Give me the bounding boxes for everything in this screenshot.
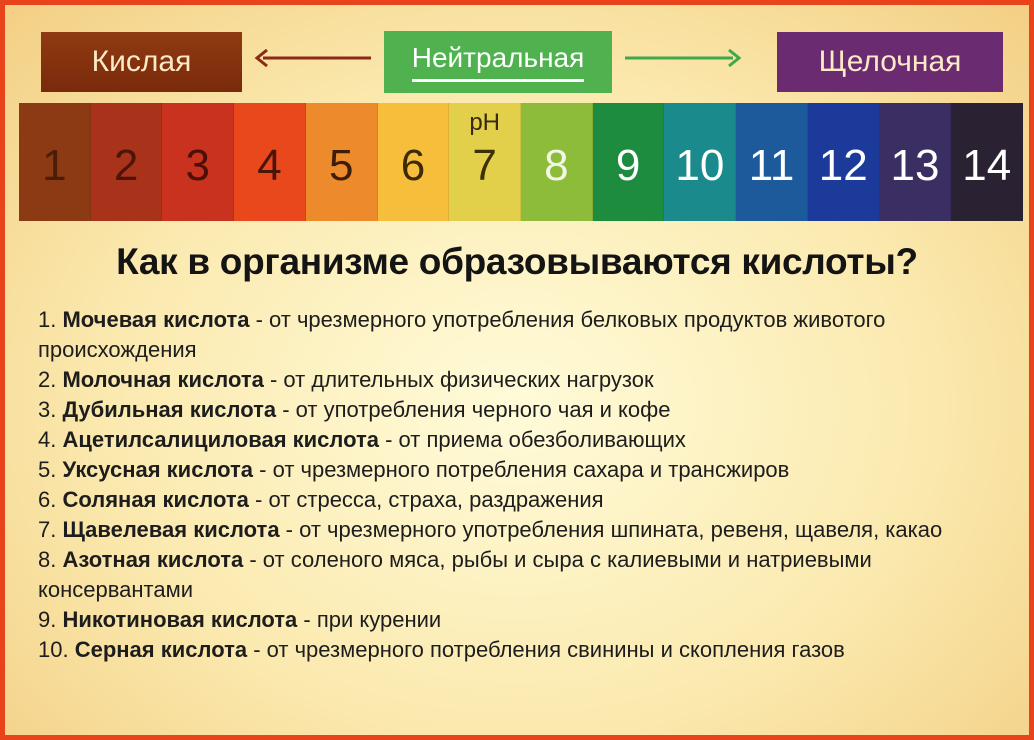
item-number: 10. [38,637,75,662]
ph-value: 14 [962,141,1012,190]
ph-cell-11 [736,103,808,221]
ph-cell-13 [880,103,952,221]
list-item [38,485,1013,515]
list-item [38,545,1013,605]
acid-source: - от стресса, страха, раздражения [248,487,604,512]
acid-source: - от длительных физических нагрузок [263,367,654,392]
acid-name: Азотная кислота [62,547,244,572]
acid-name: Соляная кислота [62,487,249,512]
acid-source: - от чрезмерного употребления белковых продуктов животого происхождения [38,307,886,362]
acid-name: Щавелевая кислота [62,517,280,542]
ph-value: 12 [818,141,868,190]
acid-source: - от чрезмерного потребления сахара и трансжиров [253,457,790,482]
list-item [38,365,1013,395]
item-number: 2. [38,367,63,392]
ph-value: 9 [615,141,641,190]
neutral-label-text: Нейтральная [412,43,585,82]
ph-cell-12 [808,103,880,221]
acid-name: Серная кислота [74,637,248,662]
ph-value: 11 [748,141,795,190]
item-number: 4. [38,427,63,452]
ph-cell-3 [162,103,234,221]
ph-value: 10 [675,141,725,190]
ph-value: 4 [257,141,282,190]
item-number: 7. [38,517,63,542]
acid-name: Молочная кислота [62,367,264,392]
item-number: 8. [38,547,63,572]
acid-name: Мочевая кислота [62,307,250,332]
ph-value: 5 [328,141,354,190]
list-item [38,515,1013,545]
page-title: Как в организме образовываются кислоты? [116,241,918,282]
acid-name: Дубильная кислота [62,397,277,422]
acid-source: - от употребления черного чая и кофе [276,397,671,422]
acid-source: - от приема обезболивающих [379,427,686,452]
list-item [38,305,1013,365]
list-item [38,455,1013,485]
ph-cell-9 [593,103,665,221]
ph-value: 3 [185,141,211,190]
ph-value: 6 [400,141,426,190]
acidic-label: Кислая [41,32,242,92]
ph-scale [19,103,1023,221]
ph-cell-2 [91,103,163,221]
arrow-left-icon [253,49,373,67]
item-number: 6. [38,487,63,512]
acid-source: - от чрезмерного употребления шпината, ревеня, щавеля, какао [279,517,943,542]
acid-source: - от соленого мяса, рыбы и сыра с калиевыми и натриевыми консервантами [38,547,872,602]
ph-cell-1 [19,103,91,221]
item-number: 3. [38,397,63,422]
ph-value: 1 [42,141,67,190]
ph-value: 13 [890,141,940,190]
arrow-right-icon [623,49,743,67]
ph-cell-4 [234,103,306,221]
ph-cell-14 [951,103,1023,221]
list-item [38,425,1013,455]
acid-name: Уксусная кислота [62,457,254,482]
ph-cell-5 [306,103,378,221]
alkaline-label: Щелочная [777,32,1003,92]
neutral-label [384,31,612,93]
ph-value: 2 [113,141,139,190]
item-number: 5. [38,457,63,482]
list-item [38,605,1013,635]
acid-list [38,305,1013,665]
item-number: 9. [38,607,63,632]
acid-source: - при курении [297,607,442,632]
list-item [38,395,1013,425]
list-item [38,635,1013,665]
item-number: 1. [38,307,63,332]
ph-value: 8 [544,141,569,190]
ph-cell-7 [449,103,521,221]
ph-cell-6 [378,103,450,221]
ph-cell-8 [521,103,593,221]
acid-source: - от чрезмерного потребления свинины и скопления газов [247,637,845,662]
ph-cell-10 [664,103,736,221]
acid-name: Ацетилсалициловая кислота [62,427,379,452]
acid-name: Никотиновая кислота [62,607,298,632]
ph-value: 7 [472,141,497,190]
ph-label: pH [469,109,501,136]
